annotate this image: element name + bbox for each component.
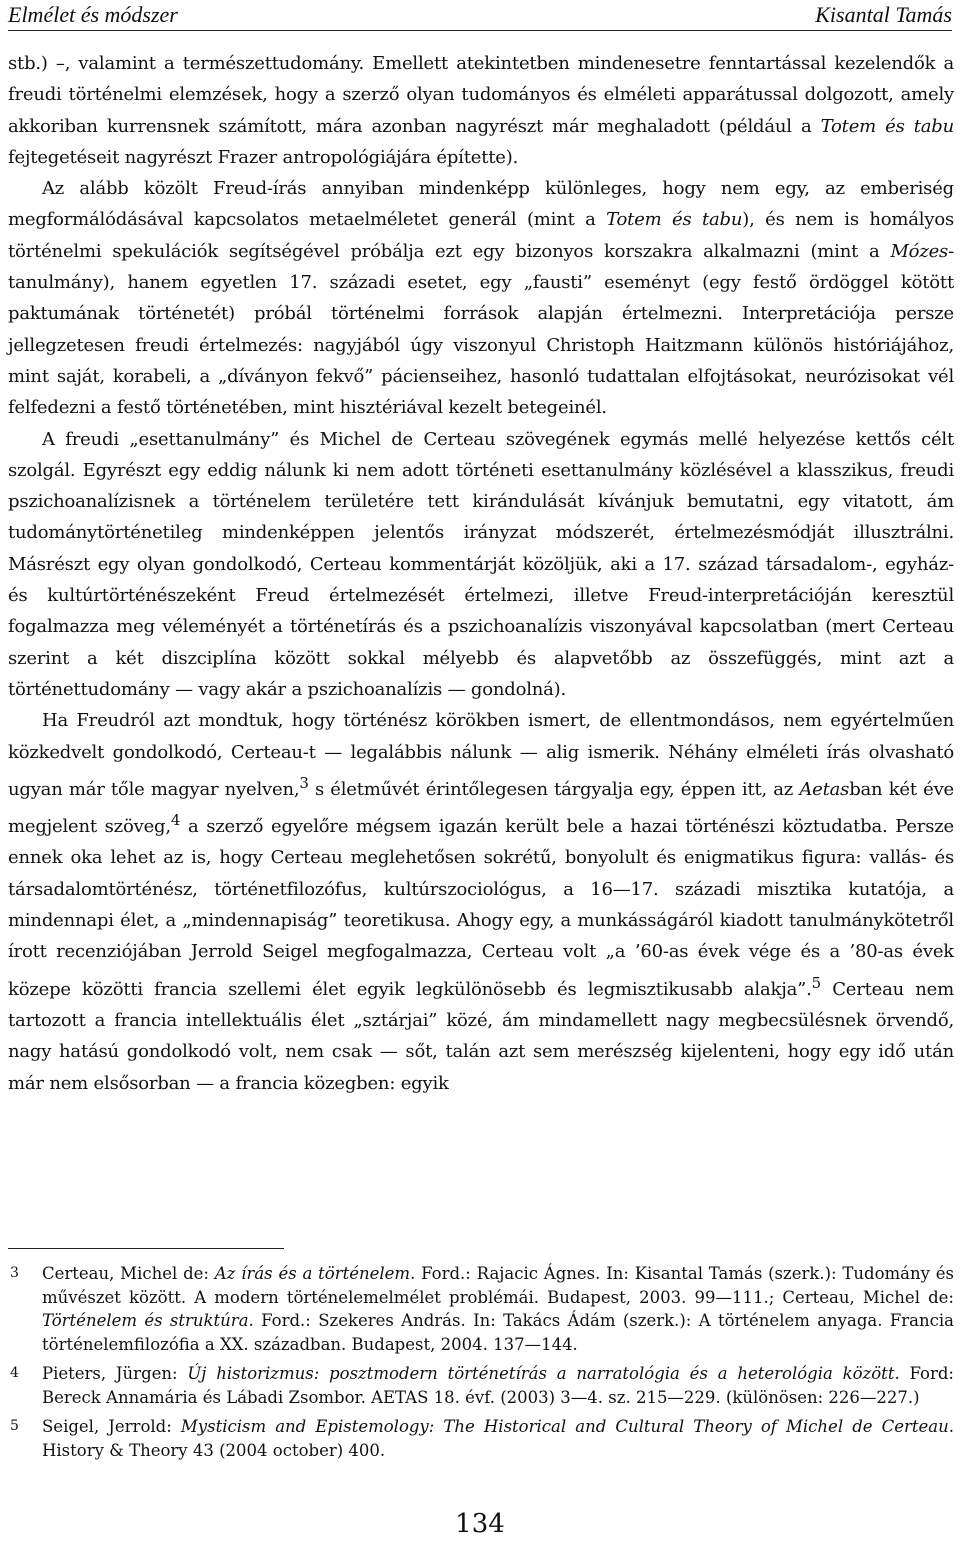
paragraph-3: A freudi „esettanulmány” és Michel de Certeau szövegének egymás mellé helyezése kettős célt szolgál. Egyrészt egy eddig nálunk ki nem adott történeti esettanulmány közlésével a klasszikus, freudi pszichoanalízisnek a történelem területére tett kirándulását kívánjuk bemutatni, egy vitatott, ám tudománytörténetileg mindenképpen jelentős irányzat módszerét, értelmezésmódját illusztrálni. Másrészt egy olyan gondolkodó, Certeau kommentárját közöljük, aki a 17. század társadalom-, egyház- és kultúrtörténészeként Freud értelmezését értelmezi, illetve Freud-interpretációján keresztül fogalmazza meg véleményét a történetírás és a pszichoanalízis viszonyával kapcsolatban (mert Certeau szerint a két diszciplína között sokkal mélyebb és alapvetőbb az összefüggés, mint azt a történettudomány — vagy akár a pszichoanalízis — gondolná). xyxy=(8,428,954,700)
footnote-text-c: . History & Theory 43 (2004 october) 400. xyxy=(42,1417,955,1460)
footnote-text-c: . Ford.: Rajacic Ágnes. In: Kisantal Tamás (szerk.): Tudomány és művészet között. A modern történelemelmélet problémái. Budapest, 2003. 99—111.; Certeau, Michel de: xyxy=(42,1264,954,1307)
paragraph-4-text-a: Ha Freudról azt mondtuk, hogy történész körökben ismert, de ellentmondásos, nem egyértelműen közkedvelt gondolkodó, Certeau-t — legalábbis nálunk — alig ismerik. Néhány elméleti írás olvasható ugyan már tőle magyar nyelven, xyxy=(8,710,954,800)
footnote-4 xyxy=(8,1362,954,1409)
footnote-number: 3 xyxy=(10,1265,19,1281)
footnote-text-e: . Ford.: Szekeres András. In: Takács Ádám (szerk.): A történelem anyaga. Francia történelemfilozófia a XX. században. Budapest, 2004. 137—144. xyxy=(42,1311,954,1354)
work-title-mozes: Mózes xyxy=(890,240,949,262)
footnote-divider xyxy=(8,1248,284,1249)
paragraph-1-text-a: stb.) –, valamint a természettudomány. Emellett atekintetben mindenesetre fenntartással kezelendők a freudi történelmi elemzések, hogy a szerző olyan tudományos és elméleti apparátussal dolgozott, amely akkoriban kurrensnek számított, mára azonban nagyrészt már meghaladott (például a xyxy=(8,53,954,137)
running-header xyxy=(8,0,952,31)
paragraph-2 xyxy=(8,173,954,423)
footnote-work-title: Új historizmus: posztmodern történetírás a narratológia és a heterológia között xyxy=(187,1364,895,1383)
paragraph-4-text-b: s életművét érintőlegesen tárgyalja egy, éppen itt, az xyxy=(308,778,800,800)
main-text xyxy=(8,48,954,1099)
paragraph-1 xyxy=(8,48,954,173)
paragraph-4-text-f: Certeau nem tartozott a francia intellektuális élet „sztárjai” közé, ám mindamellett nagy megbecsülésnek örvendő, nagy hatású gondolkodó volt, nem csak — sőt, talán azt sem merészség kijelenteni, hogy egy idő után már nem elsősorban — a francia közegben: egyik xyxy=(8,978,954,1094)
footnote-3 xyxy=(8,1262,954,1356)
paragraph-2-text-e: -tanulmány), hanem egyetlen 17. századi esetet, egy „fausti” eseményt (egy festő ördöggel kötött paktumának történetét) próbál történelmi források alapján értelmezni. Interpretációja persze jellegzetesen freudi értelmezés: nagyjából úgy viszonyul Christoph Haitzmann különös históriájához, mint saját, korabeli, a „díványon fekvő” pácienseihez, hasonló tudattalan elfojtásokat, neurózisokat vél felfedezni a festő történetében, mint hisztériával kezelt betegeinél. xyxy=(8,240,954,419)
work-title-totem-2: Totem és tabu xyxy=(606,209,743,231)
footnote-ref-4[interactable]: 4 xyxy=(170,811,181,830)
page-number: 134 xyxy=(455,1509,505,1539)
paragraph-4-text-d: ban két éve megjelent szöveg, xyxy=(8,778,954,838)
footnote-text xyxy=(42,1415,954,1462)
footnote-number: 5 xyxy=(10,1418,19,1434)
paragraph-4-text-e: a szerző egyelőre mégsem igazán került bele a hazai történészi köztudatba. Persze ennek oka lehet az is, hogy Certeau meglehetősen sokrétű, bonyolult és enigmatikus figura: vallás- és társadalomtörténész, történetfilozófus, kultúrszociológus, a 16—17. századi misztika kutatója, a mindennapi élet, a „mindennapiság” teoretikusa. Ahogy egy, a munkásságáról kiadott tanulmánykötetről írott recenziójában Jerrold Seigel megfogalmazza, Certeau volt „a ’60-as évek vége és a ’80-as évek közepe közötti francia szellemi élet egyik legkülönösebb és legmisztikusabb alakja”. xyxy=(8,816,954,1000)
footnote-text-a: Seigel, Jerrold: xyxy=(42,1417,181,1436)
footnote-text-a: Certeau, Michel de: xyxy=(42,1264,215,1283)
paragraph-1-text-c: fejtegetéseit nagyrészt Frazer antropológiájára építette). xyxy=(8,146,519,168)
footnote-ref-5[interactable]: 5 xyxy=(811,973,822,992)
footnote-work-title: Az írás és a történelem xyxy=(214,1264,411,1283)
footnote-number: 4 xyxy=(10,1365,19,1381)
footnote-work-title-2: Történelem és struktúra xyxy=(42,1311,249,1330)
footnotes xyxy=(8,1262,954,1468)
paragraph-2-text-a: Az alább közölt Freud-írás annyiban mindenképp különleges, hogy nem egy, az emberiség megformálódásával kapcsolatos metaelméletet generál (mint a xyxy=(8,178,954,231)
paragraph-2-text-c: ), és nem is homályos történelmi spekulációk segítségével próbálja ezt egy bizonyos korszakra alkalmazni (mint a xyxy=(8,209,955,262)
footnote-5 xyxy=(8,1415,954,1462)
section-title: Elmélet és módszer xyxy=(8,2,178,27)
paragraph-4 xyxy=(8,705,954,1099)
work-title-totem: Totem és tabu xyxy=(820,115,954,137)
author-name: Kisantal Tamás xyxy=(815,2,952,27)
footnote-text-c: . Ford: Bereck Annamária és Lábadi Zsombor. AETAS 18. évf. (2003) 3—4. sz. 215—229. (különösen: 226—227.) xyxy=(42,1364,954,1407)
footnote-text-a: Pieters, Jürgen: xyxy=(42,1364,188,1383)
footnote-text xyxy=(42,1262,954,1356)
footnote-ref-3[interactable]: 3 xyxy=(299,773,309,792)
journal-title-aetas: Aetas xyxy=(799,778,850,800)
footnote-work-title: Mysticism and Epistemology: The Historical and Cultural Theory of Michel de Certeau xyxy=(180,1417,949,1436)
footnote-text xyxy=(42,1362,954,1409)
